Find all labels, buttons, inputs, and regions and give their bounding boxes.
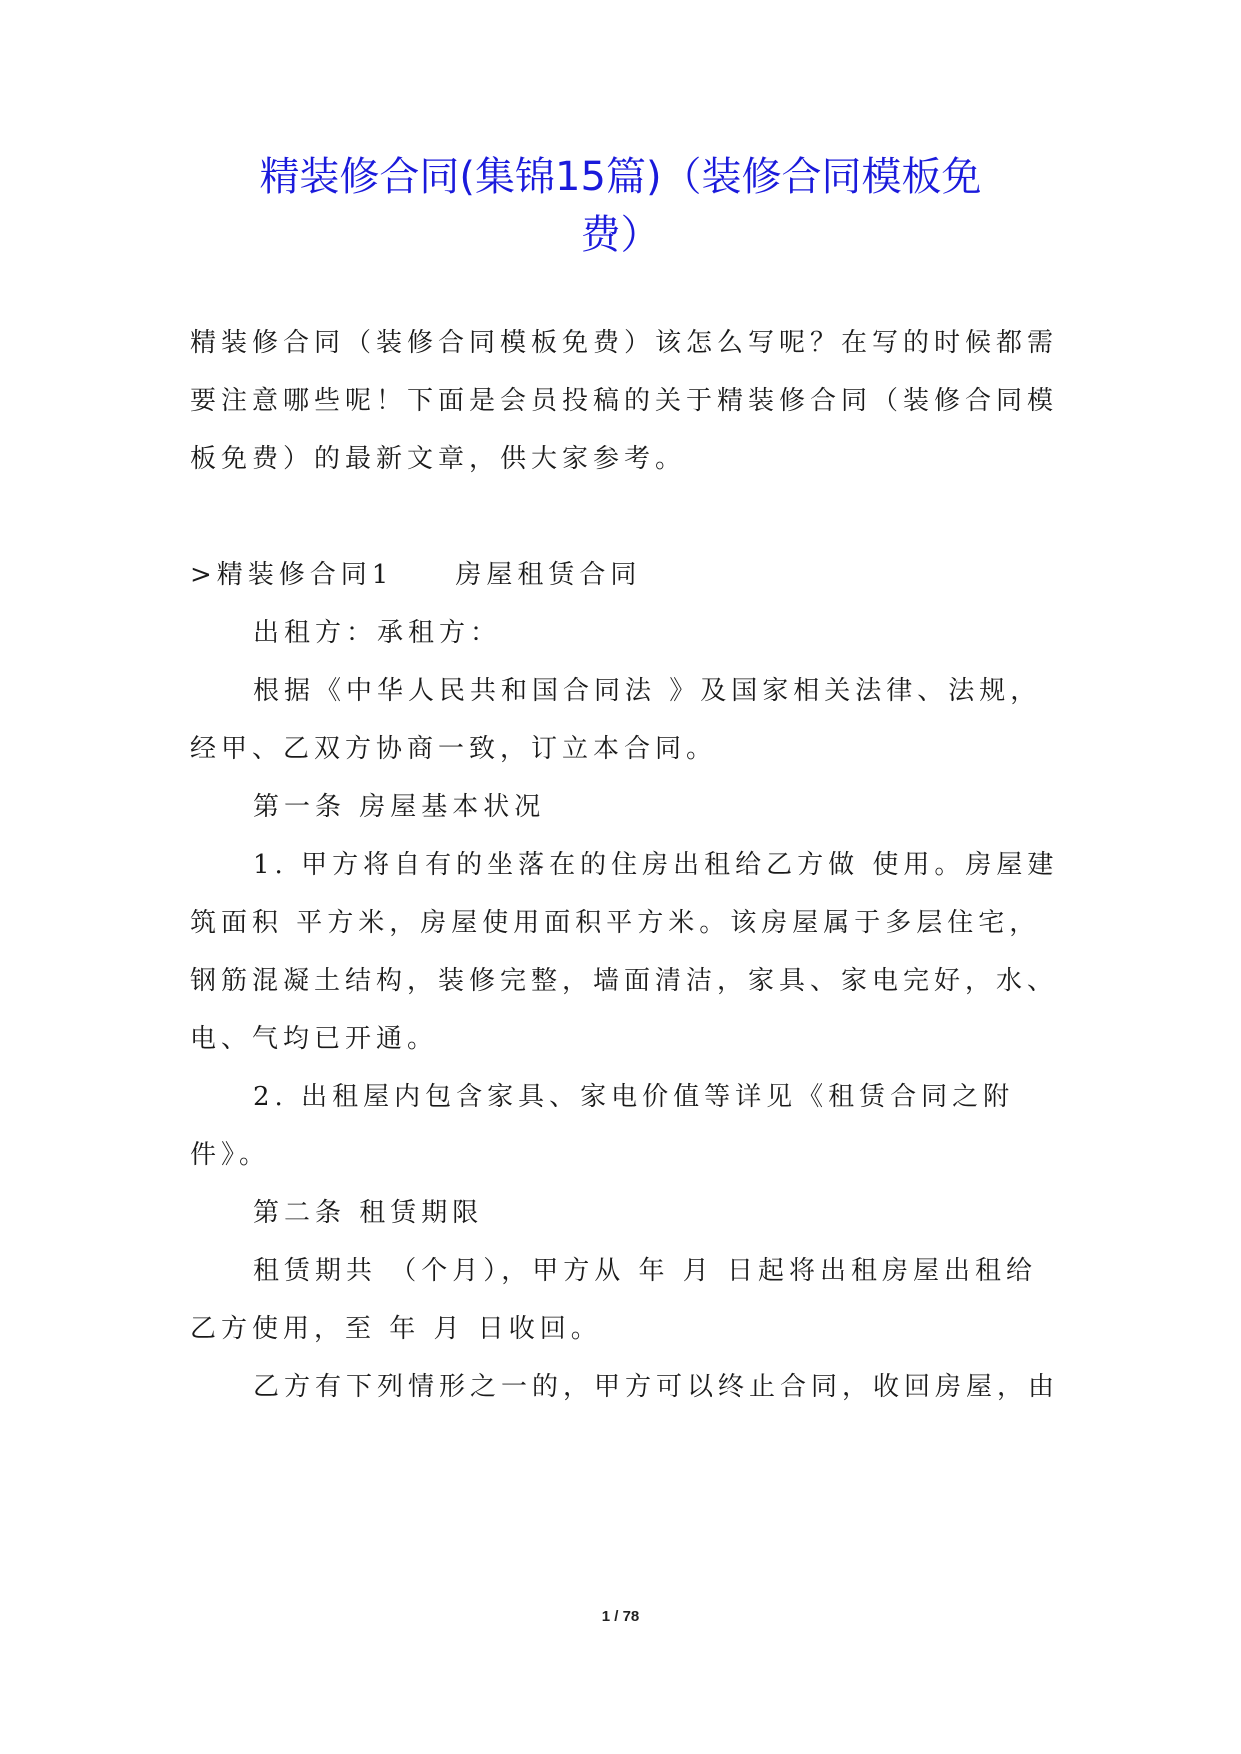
article-1-title: 第一条 房屋基本状况: [253, 792, 546, 822]
article-2-title: 第二条 租赁期限: [253, 1198, 484, 1228]
article-2-para-2-line-1: 乙方有下列情形之一的，甲方可以终止合同，收回房屋，由: [253, 1372, 1060, 1402]
title-line-1: 精装修合同(集锦15篇)（装修合同模板免: [259, 154, 982, 200]
article-2-para-1-line-1: 租赁期共 （个月），甲方从 年 月 日起将出租房屋出租给: [253, 1256, 1038, 1286]
article-1-item-2-line-1: 2. 出租屋内包含家具、家电价值等详见《租赁合同之附: [253, 1082, 1015, 1112]
intro-line-2: 要注意哪些呢！下面是会员投稿的关于精装修合同（装修合同模: [190, 386, 1059, 416]
basis-line-2: 经甲、乙双方协商一致，订立本合同。: [190, 734, 718, 764]
intro-line-3: 板免费）的最新文章，供大家参考。: [190, 444, 687, 474]
article-1-item-1-line-4: 电、气均已开通。: [190, 1024, 439, 1054]
basis-line-1: 根据《中华人民共和国合同法 》及国家相关法律、法规，: [253, 676, 1042, 706]
parties-line: 出租方：承租方：: [253, 618, 502, 648]
article-1-item-1-line-2: 筑面积 平方米，房屋使用面积平方米。该房屋属于多层住宅，: [190, 908, 1041, 938]
section-heading: >精装修合同1 房屋租赁合同: [190, 560, 642, 590]
document-title: [150, 148, 1091, 264]
article-1-item-1-line-3: 钢筋混凝土结构，装修完整，墙面清洁，家具、家电完好，水、: [190, 966, 1059, 996]
article-1-item-1-line-1: 1. 甲方将自有的坐落在的住房出租给乙方做 使用。房屋建: [253, 850, 1059, 880]
article-1-item-2-line-2: 件》。: [190, 1140, 271, 1170]
intro-line-1: 精装修合同（装修合同模板免费）该怎么写呢？在写的时候都需: [190, 328, 1059, 358]
page-number: 1 / 78: [601, 1608, 640, 1625]
title-line-2: 费）: [580, 212, 661, 258]
article-2-para-1-line-2: 乙方使用，至 年 月 日收回。: [190, 1314, 602, 1344]
